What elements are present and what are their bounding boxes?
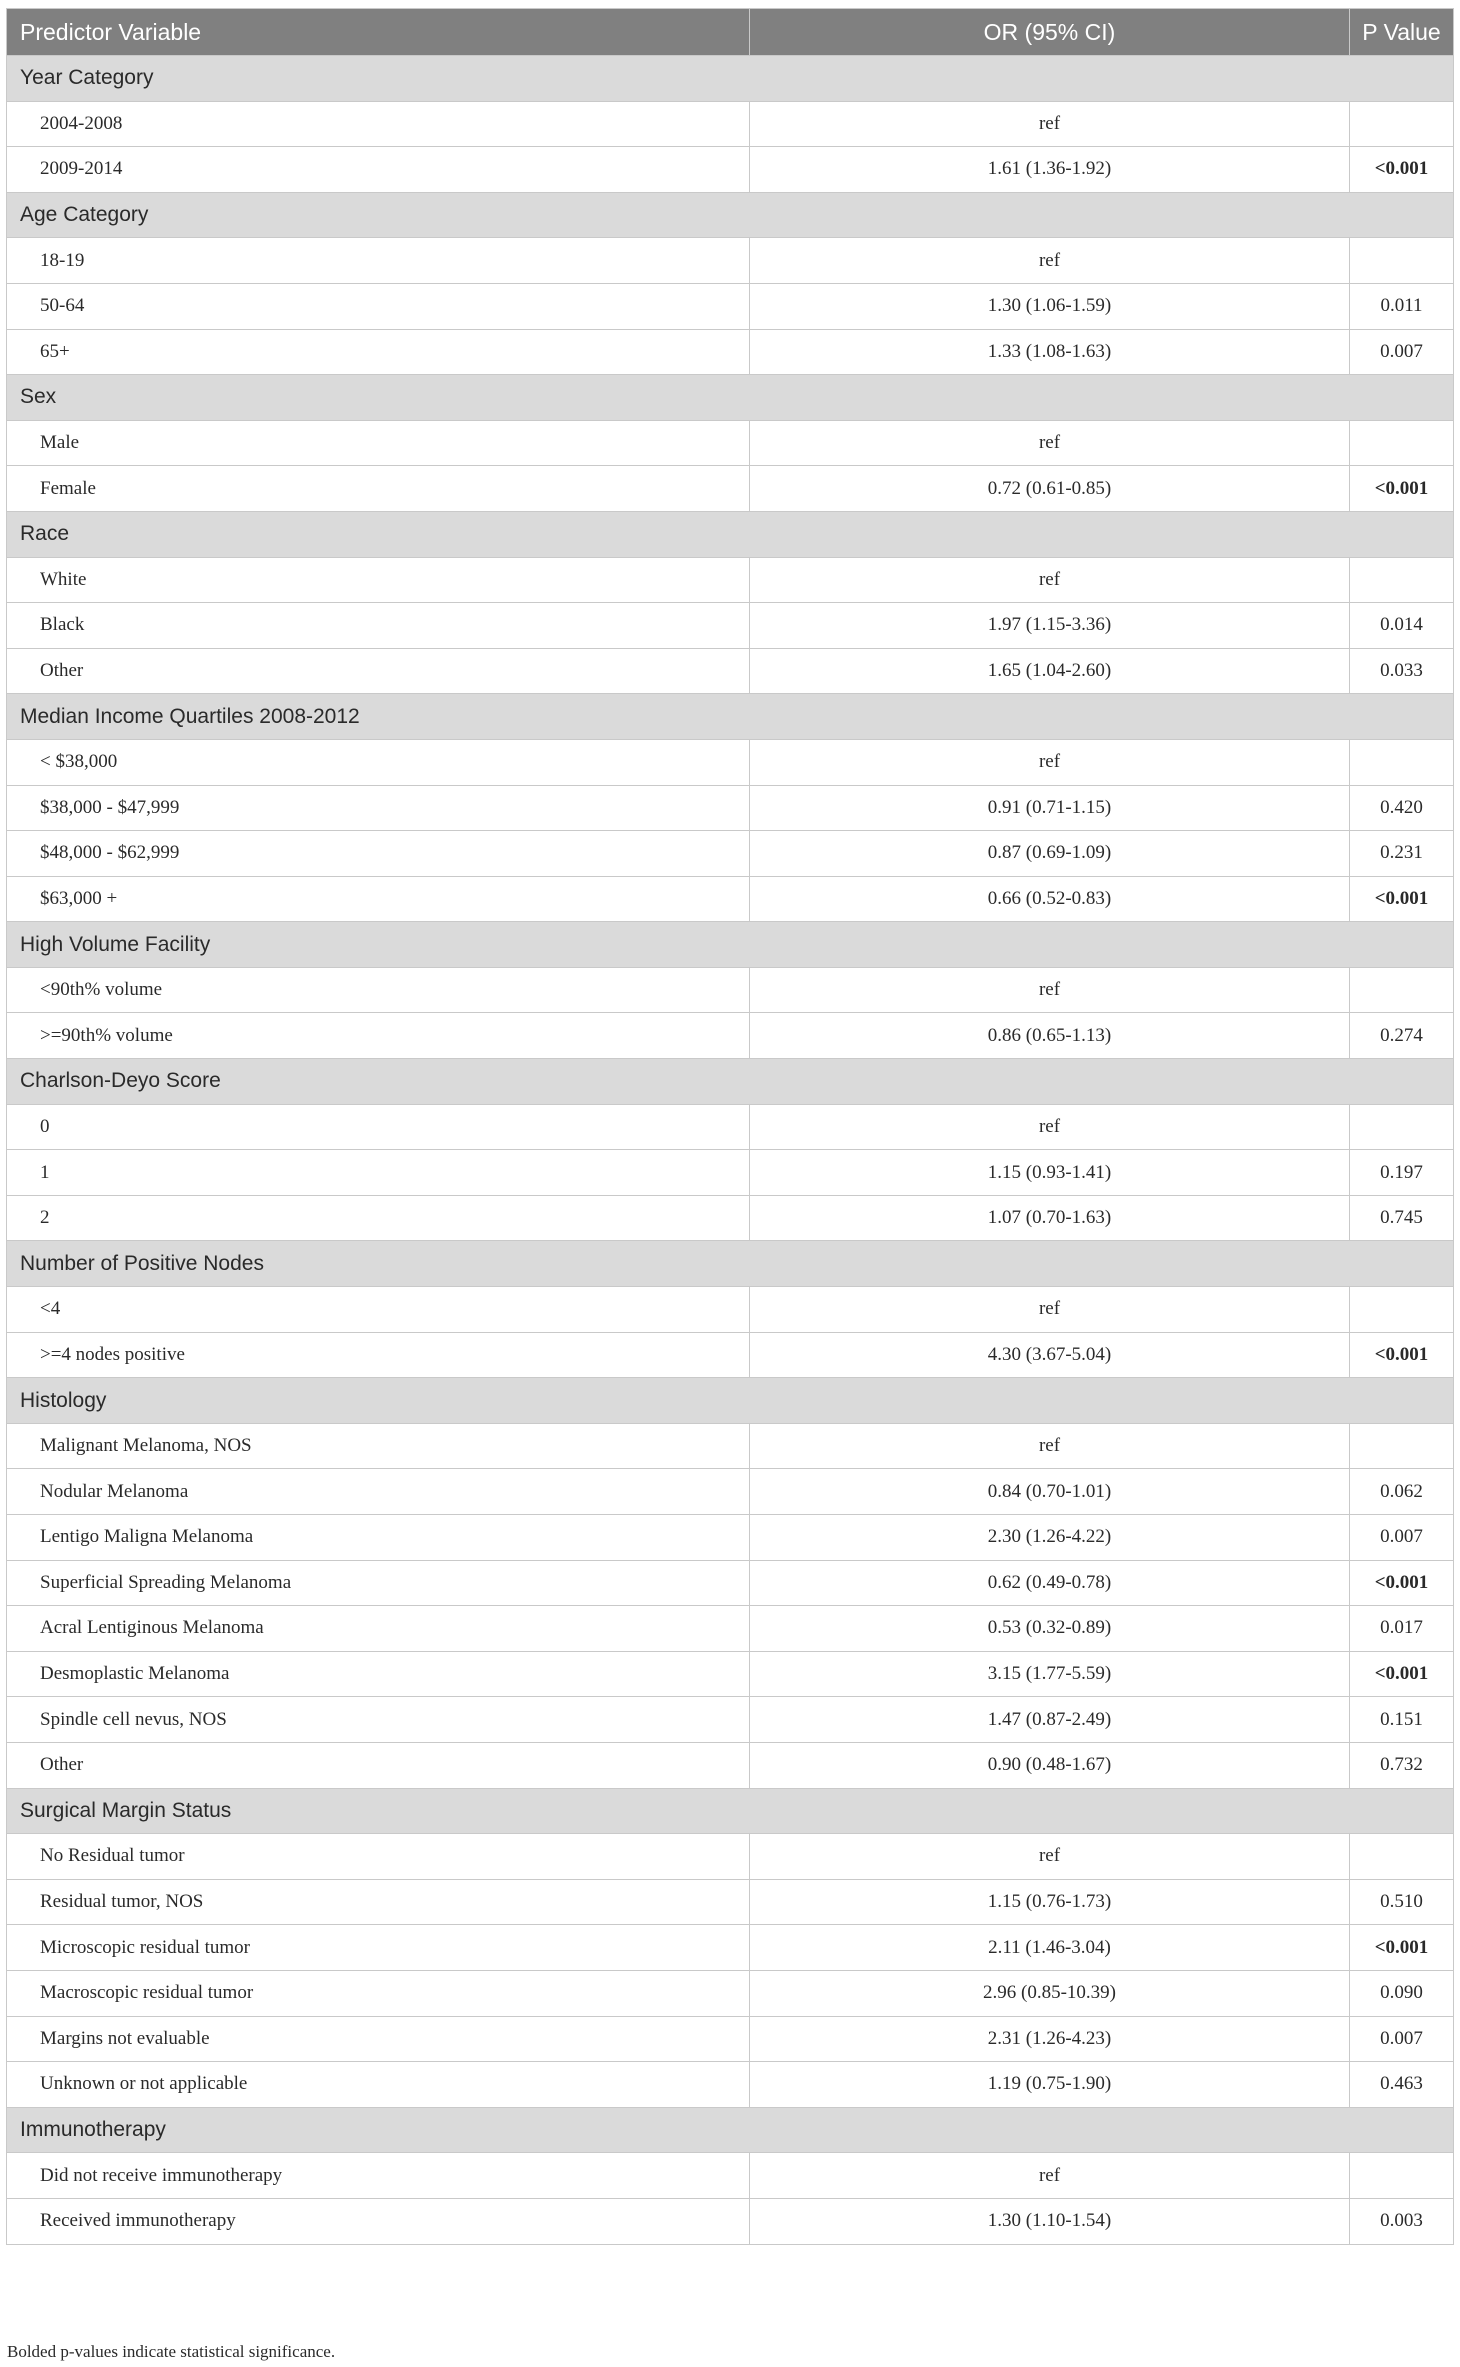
p-value: 0.231 xyxy=(1350,831,1454,877)
odds-ratio-value: ref xyxy=(750,238,1350,284)
p-value: 0.014 xyxy=(1350,603,1454,649)
odds-ratio-value: 1.47 (0.87-2.49) xyxy=(750,1697,1350,1743)
p-value: <0.001 xyxy=(1350,1651,1454,1697)
p-value: 0.017 xyxy=(1350,1606,1454,1652)
odds-ratio-value: 1.30 (1.10-1.54) xyxy=(750,2198,1350,2244)
row-label: Superficial Spreading Melanoma xyxy=(7,1560,750,1606)
table-row xyxy=(7,1560,1454,1606)
category-row xyxy=(7,511,1454,557)
table-row xyxy=(7,2153,1454,2199)
table-row xyxy=(7,1195,1454,1241)
header-predictor-variable: Predictor Variable xyxy=(7,9,750,56)
odds-ratio-value: 2.11 (1.46-3.04) xyxy=(750,1925,1350,1971)
row-label: 2 xyxy=(7,1195,750,1241)
p-value: <0.001 xyxy=(1350,466,1454,512)
odds-ratio-value: 0.84 (0.70-1.01) xyxy=(750,1469,1350,1515)
p-value: 0.274 xyxy=(1350,1013,1454,1059)
p-value: 0.510 xyxy=(1350,1879,1454,1925)
p-value xyxy=(1350,1423,1454,1469)
p-value xyxy=(1350,739,1454,785)
row-label: <90th% volume xyxy=(7,967,750,1013)
category-label: Median Income Quartiles 2008-2012 xyxy=(7,694,1454,740)
row-label: Other xyxy=(7,648,750,694)
row-label: $63,000 + xyxy=(7,876,750,922)
row-label: Spindle cell nevus, NOS xyxy=(7,1697,750,1743)
table-row xyxy=(7,2062,1454,2108)
header-row xyxy=(7,9,1454,56)
table-row xyxy=(7,466,1454,512)
p-value: 0.062 xyxy=(1350,1469,1454,1515)
odds-ratio-value: 2.96 (0.85-10.39) xyxy=(750,1970,1350,2016)
odds-ratio-value: ref xyxy=(750,557,1350,603)
odds-ratio-value: 0.62 (0.49-0.78) xyxy=(750,1560,1350,1606)
p-value: <0.001 xyxy=(1350,147,1454,193)
table-container xyxy=(6,8,1453,2245)
table-row xyxy=(7,329,1454,375)
table-row xyxy=(7,283,1454,329)
p-value: <0.001 xyxy=(1350,1332,1454,1378)
category-label: Number of Positive Nodes xyxy=(7,1241,1454,1287)
p-value xyxy=(1350,1287,1454,1333)
table-row xyxy=(7,1515,1454,1561)
table-row xyxy=(7,1742,1454,1788)
p-value: 0.090 xyxy=(1350,1970,1454,2016)
row-label: 50-64 xyxy=(7,283,750,329)
odds-ratio-value: 4.30 (3.67-5.04) xyxy=(750,1332,1350,1378)
odds-ratio-value: 0.91 (0.71-1.15) xyxy=(750,785,1350,831)
row-label: White xyxy=(7,557,750,603)
row-label: 1 xyxy=(7,1150,750,1196)
odds-ratio-value: 0.53 (0.32-0.89) xyxy=(750,1606,1350,1652)
footnote: Bolded p-values indicate statistical significance. xyxy=(7,2342,336,2361)
table-row xyxy=(7,785,1454,831)
row-label: Lentigo Maligna Melanoma xyxy=(7,1515,750,1561)
odds-ratio-value: 2.31 (1.26-4.23) xyxy=(750,2016,1350,2062)
table-row xyxy=(7,739,1454,785)
category-label: High Volume Facility xyxy=(7,922,1454,968)
p-value: 0.007 xyxy=(1350,329,1454,375)
table-row xyxy=(7,1423,1454,1469)
row-label: >=4 nodes positive xyxy=(7,1332,750,1378)
table-row xyxy=(7,1332,1454,1378)
odds-ratio-value: 1.61 (1.36-1.92) xyxy=(750,147,1350,193)
row-label: Other xyxy=(7,1742,750,1788)
row-label: Microscopic residual tumor xyxy=(7,1925,750,1971)
table-row xyxy=(7,1651,1454,1697)
table-row xyxy=(7,147,1454,193)
row-label: Macroscopic residual tumor xyxy=(7,1970,750,2016)
p-value: 0.033 xyxy=(1350,648,1454,694)
p-value xyxy=(1350,967,1454,1013)
p-value: 0.151 xyxy=(1350,1697,1454,1743)
table-body xyxy=(7,56,1454,2245)
table-row xyxy=(7,238,1454,284)
row-label: Male xyxy=(7,420,750,466)
row-label: <4 xyxy=(7,1287,750,1333)
odds-ratio-value: 3.15 (1.77-5.59) xyxy=(750,1651,1350,1697)
row-label: Nodular Melanoma xyxy=(7,1469,750,1515)
row-label: 2009-2014 xyxy=(7,147,750,193)
row-label: 2004-2008 xyxy=(7,101,750,147)
category-row xyxy=(7,1059,1454,1105)
row-label: 65+ xyxy=(7,329,750,375)
odds-ratio-value: ref xyxy=(750,967,1350,1013)
p-value xyxy=(1350,557,1454,603)
table-row xyxy=(7,1834,1454,1880)
odds-ratio-value: 1.30 (1.06-1.59) xyxy=(750,283,1350,329)
category-label: Age Category xyxy=(7,192,1454,238)
table-row xyxy=(7,1879,1454,1925)
odds-ratio-value: 0.72 (0.61-0.85) xyxy=(750,466,1350,512)
p-value: 0.007 xyxy=(1350,1515,1454,1561)
category-label: Immunotherapy xyxy=(7,2107,1454,2153)
odds-ratio-value: 1.07 (0.70-1.63) xyxy=(750,1195,1350,1241)
table-row xyxy=(7,1469,1454,1515)
odds-ratio-value: ref xyxy=(750,739,1350,785)
category-label: Race xyxy=(7,511,1454,557)
odds-ratio-value: 1.33 (1.08-1.63) xyxy=(750,329,1350,375)
p-value: <0.001 xyxy=(1350,876,1454,922)
category-row xyxy=(7,1241,1454,1287)
odds-ratio-value: 2.30 (1.26-4.22) xyxy=(750,1515,1350,1561)
table-row xyxy=(7,2016,1454,2062)
row-label: Malignant Melanoma, NOS xyxy=(7,1423,750,1469)
category-label: Surgical Margin Status xyxy=(7,1788,1454,1834)
odds-ratio-value: 1.15 (0.76-1.73) xyxy=(750,1879,1350,1925)
p-value: 0.003 xyxy=(1350,2198,1454,2244)
table-row xyxy=(7,2198,1454,2244)
table-row xyxy=(7,101,1454,147)
p-value: 0.420 xyxy=(1350,785,1454,831)
header-p-value: P Value xyxy=(1350,9,1454,56)
table-row xyxy=(7,1697,1454,1743)
table-row xyxy=(7,603,1454,649)
p-value: 0.463 xyxy=(1350,2062,1454,2108)
row-label: Acral Lentiginous Melanoma xyxy=(7,1606,750,1652)
category-label: Charlson-Deyo Score xyxy=(7,1059,1454,1105)
table-row xyxy=(7,1925,1454,1971)
category-row xyxy=(7,2107,1454,2153)
category-row xyxy=(7,56,1454,102)
odds-ratio-value: ref xyxy=(750,1104,1350,1150)
category-label: Sex xyxy=(7,375,1454,421)
table-row xyxy=(7,1150,1454,1196)
table-row xyxy=(7,1970,1454,2016)
odds-ratio-value: 0.90 (0.48-1.67) xyxy=(750,1742,1350,1788)
row-label: $48,000 - $62,999 xyxy=(7,831,750,877)
p-value xyxy=(1350,1834,1454,1880)
table-row xyxy=(7,1287,1454,1333)
table-row xyxy=(7,1013,1454,1059)
table-row xyxy=(7,1606,1454,1652)
odds-ratio-value: ref xyxy=(750,1423,1350,1469)
category-label: Year Category xyxy=(7,56,1454,102)
odds-ratio-value: ref xyxy=(750,101,1350,147)
row-label: No Residual tumor xyxy=(7,1834,750,1880)
p-value: 0.011 xyxy=(1350,283,1454,329)
odds-ratio-value: ref xyxy=(750,420,1350,466)
odds-ratio-value: 1.97 (1.15-3.36) xyxy=(750,603,1350,649)
row-label: $38,000 - $47,999 xyxy=(7,785,750,831)
category-row xyxy=(7,1788,1454,1834)
p-value: 0.007 xyxy=(1350,2016,1454,2062)
row-label: Margins not evaluable xyxy=(7,2016,750,2062)
table-row xyxy=(7,420,1454,466)
table-row xyxy=(7,967,1454,1013)
p-value: 0.197 xyxy=(1350,1150,1454,1196)
p-value: <0.001 xyxy=(1350,1560,1454,1606)
p-value: 0.732 xyxy=(1350,1742,1454,1788)
row-label: 0 xyxy=(7,1104,750,1150)
odds-ratio-value: 0.86 (0.65-1.13) xyxy=(750,1013,1350,1059)
odds-ratio-value: 0.66 (0.52-0.83) xyxy=(750,876,1350,922)
odds-ratio-value: 1.15 (0.93-1.41) xyxy=(750,1150,1350,1196)
row-label: >=90th% volume xyxy=(7,1013,750,1059)
row-label: < $38,000 xyxy=(7,739,750,785)
p-value xyxy=(1350,2153,1454,2199)
category-row xyxy=(7,922,1454,968)
table-row xyxy=(7,831,1454,877)
odds-ratio-value: 0.87 (0.69-1.09) xyxy=(750,831,1350,877)
row-label: Black xyxy=(7,603,750,649)
p-value: 0.745 xyxy=(1350,1195,1454,1241)
p-value xyxy=(1350,238,1454,284)
table-row xyxy=(7,648,1454,694)
row-label: Did not receive immunotherapy xyxy=(7,2153,750,2199)
table-row xyxy=(7,557,1454,603)
p-value: <0.001 xyxy=(1350,1925,1454,1971)
row-label: Unknown or not applicable xyxy=(7,2062,750,2108)
table-row xyxy=(7,876,1454,922)
header-or-ci: OR (95% CI) xyxy=(750,9,1350,56)
table-row xyxy=(7,1104,1454,1150)
category-row xyxy=(7,375,1454,421)
odds-ratio-value: ref xyxy=(750,2153,1350,2199)
p-value xyxy=(1350,1104,1454,1150)
category-row xyxy=(7,694,1454,740)
odds-ratio-value: ref xyxy=(750,1834,1350,1880)
row-label: Female xyxy=(7,466,750,512)
category-row xyxy=(7,192,1454,238)
odds-ratio-value: 1.19 (0.75-1.90) xyxy=(750,2062,1350,2108)
category-row xyxy=(7,1378,1454,1424)
row-label: Received immunotherapy xyxy=(7,2198,750,2244)
category-label: Histology xyxy=(7,1378,1454,1424)
odds-ratio-value: ref xyxy=(750,1287,1350,1333)
odds-ratio-value: 1.65 (1.04-2.60) xyxy=(750,648,1350,694)
p-value xyxy=(1350,101,1454,147)
row-label: Desmoplastic Melanoma xyxy=(7,1651,750,1697)
row-label: 18-19 xyxy=(7,238,750,284)
p-value xyxy=(1350,420,1454,466)
odds-ratio-table xyxy=(6,8,1454,2245)
row-label: Residual tumor, NOS xyxy=(7,1879,750,1925)
